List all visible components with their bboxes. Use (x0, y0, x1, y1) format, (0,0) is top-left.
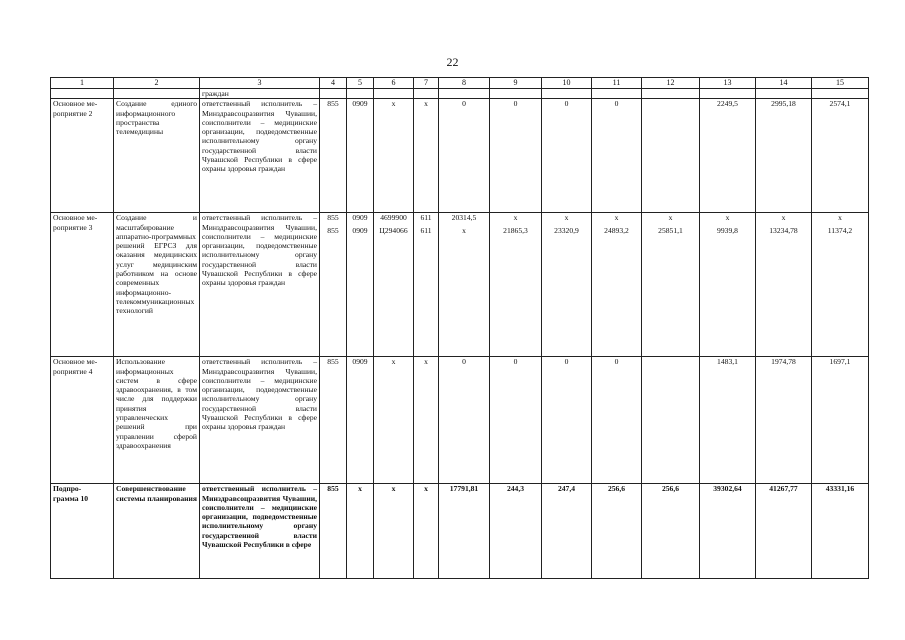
value-cell: х (781, 213, 786, 223)
responsible-cell: ответственный исполнитель – Минздравсоцразвития Чувашии, соисполнители – медицинские организации, подведомственные исполнительному органу государственной власти Чувашской Республики в сфере охраны здоровья граждан (200, 99, 320, 213)
responsible-cell: ответственный исполнитель – Минздравсоцразвития Чувашии, соисполнители – медицинские организации, подведомственные исполнительному органу государственной власти Чувашской Республики в сфере (200, 484, 320, 579)
column-header: 1 (51, 78, 114, 89)
column-header: 5 (347, 78, 374, 89)
table-row (51, 357, 869, 484)
grbs-cell: 855 (320, 484, 347, 579)
value-cell: 2995,18 (756, 99, 812, 213)
value-cell: 24893,2 (604, 225, 629, 235)
value-cell: х (725, 213, 730, 223)
status-cell: Подпро- грамма 10 (51, 484, 114, 579)
value-cell: 0 (439, 357, 490, 484)
rzpr-cell: 0909 (347, 99, 374, 213)
vr-cell: х (414, 99, 439, 213)
value-cell: 17791,81 (439, 484, 490, 579)
csr-cell: Ц294066 (379, 225, 408, 235)
name-cell: Совершенствование системы планирования (114, 484, 200, 579)
column-header: 8 (439, 78, 490, 89)
name-cell: Создание и масштабирование аппаратно-программных решений ЕГРСЗ для оказания медицинских услуг медицинским работником на основе современных информационно-телекоммуникационных технологий (114, 213, 200, 357)
budget-table (50, 77, 869, 579)
vr-cell: х (414, 357, 439, 484)
vr-cell: 611 (420, 213, 432, 223)
value-cell: х (462, 225, 466, 235)
column-header: 11 (592, 78, 642, 89)
page-number: 22 (446, 55, 459, 69)
value-cell: 0 (542, 357, 592, 484)
value-cell: 247,4 (542, 484, 592, 579)
responsible-cell: ответственный исполнитель – Минздравсоцразвития Чувашии, соисполнители – медицинские организации, подведомственные исполнительному органу государственной власти Чувашской Республики в сфере охраны здоровья граждан (200, 213, 320, 357)
column-header: 14 (756, 78, 812, 89)
column-header: 6 (374, 78, 414, 89)
table-row (51, 484, 869, 579)
grbs-cell: 855 (320, 99, 347, 213)
value-cell: х (513, 213, 518, 223)
value-cell: 1697,1 (812, 357, 869, 484)
value-cell: 0 (542, 99, 592, 213)
value-cell: 13234,78 (769, 225, 798, 235)
value-cell: х (838, 213, 842, 223)
column-header: 12 (642, 78, 700, 89)
value-cell: 43331,16 (812, 484, 869, 579)
value-cell: 21865,3 (503, 225, 528, 235)
value-cell: х (564, 213, 569, 223)
value-cell: 11374,2 (827, 225, 853, 235)
name-cell: Создание единого информационного пространства телемедицины (114, 99, 200, 213)
value-cell: 1974,78 (756, 357, 812, 484)
csr-cell: х (374, 484, 414, 579)
csr-cell: х (374, 99, 414, 213)
csr-cell: 4699900 (380, 213, 407, 223)
column-header: 10 (542, 78, 592, 89)
status-cell: Основное ме- роприятие 3 (51, 213, 114, 357)
value-cell: 1483,1 (700, 357, 756, 484)
column-header: 15 (812, 78, 869, 89)
column-header: 4 (320, 78, 347, 89)
value-cell: 2249,5 (700, 99, 756, 213)
value-cell: х (668, 213, 673, 223)
status-cell: Основное ме- роприятие 4 (51, 357, 114, 484)
value-cell: 244,3 (490, 484, 542, 579)
value-cell: 23320,9 (554, 225, 579, 235)
name-cell: Использование информационных систем в сфере здравоохранения, в том числе для поддержки принятия управленческих решений при управлении сферой здравоохранения (114, 357, 200, 484)
value-cell: 39302,64 (700, 484, 756, 579)
value-cell: 0 (439, 99, 490, 213)
value-cell: 0 (490, 99, 542, 213)
rzpr-cell: х (347, 484, 374, 579)
value-cell: 0 (490, 357, 542, 484)
rzpr-cell: 0909 (347, 357, 374, 484)
column-header: 13 (700, 78, 756, 89)
value-cell: 2574,1 (812, 99, 869, 213)
status-cell: Основное ме- роприятие 2 (51, 99, 114, 213)
value-cell: 25851,1 (658, 225, 683, 235)
vr-cell: 611 (420, 225, 432, 235)
grbs-cell: 855 (327, 225, 339, 235)
grbs-cell: 855 (320, 357, 347, 484)
value-cell: 256,6 (592, 484, 642, 579)
rzpr-cell: 0909 (352, 225, 368, 235)
header-row (51, 78, 869, 89)
continuation-text: граждан (200, 89, 320, 99)
value-cell: 9939,8 (717, 225, 738, 235)
continuation-row (51, 89, 869, 99)
responsible-cell: ответственный исполнитель – Минздравсоцразвития Чувашии, соисполнители – медицинские организации, подведомственные исполнительному органу государственной власти Чувашской Республики в сфере охраны здоровья граждан (200, 357, 320, 484)
value-cell: 256,6 (642, 484, 700, 579)
column-header: 3 (200, 78, 320, 89)
value-cell: 0 (592, 357, 642, 484)
column-header: 9 (490, 78, 542, 89)
csr-cell: х (374, 357, 414, 484)
value-cell: 0 (592, 99, 642, 213)
column-header: 7 (414, 78, 439, 89)
value-cell: 20314,5 (451, 213, 477, 223)
column-header: 2 (114, 78, 200, 89)
table-row (51, 99, 869, 213)
value-cell: 41267,77 (756, 484, 812, 579)
value-cell: х (614, 213, 619, 223)
rzpr-cell: 0909 (352, 213, 368, 223)
vr-cell: х (414, 484, 439, 579)
table-row (51, 213, 869, 357)
grbs-cell: 855 (327, 213, 339, 223)
